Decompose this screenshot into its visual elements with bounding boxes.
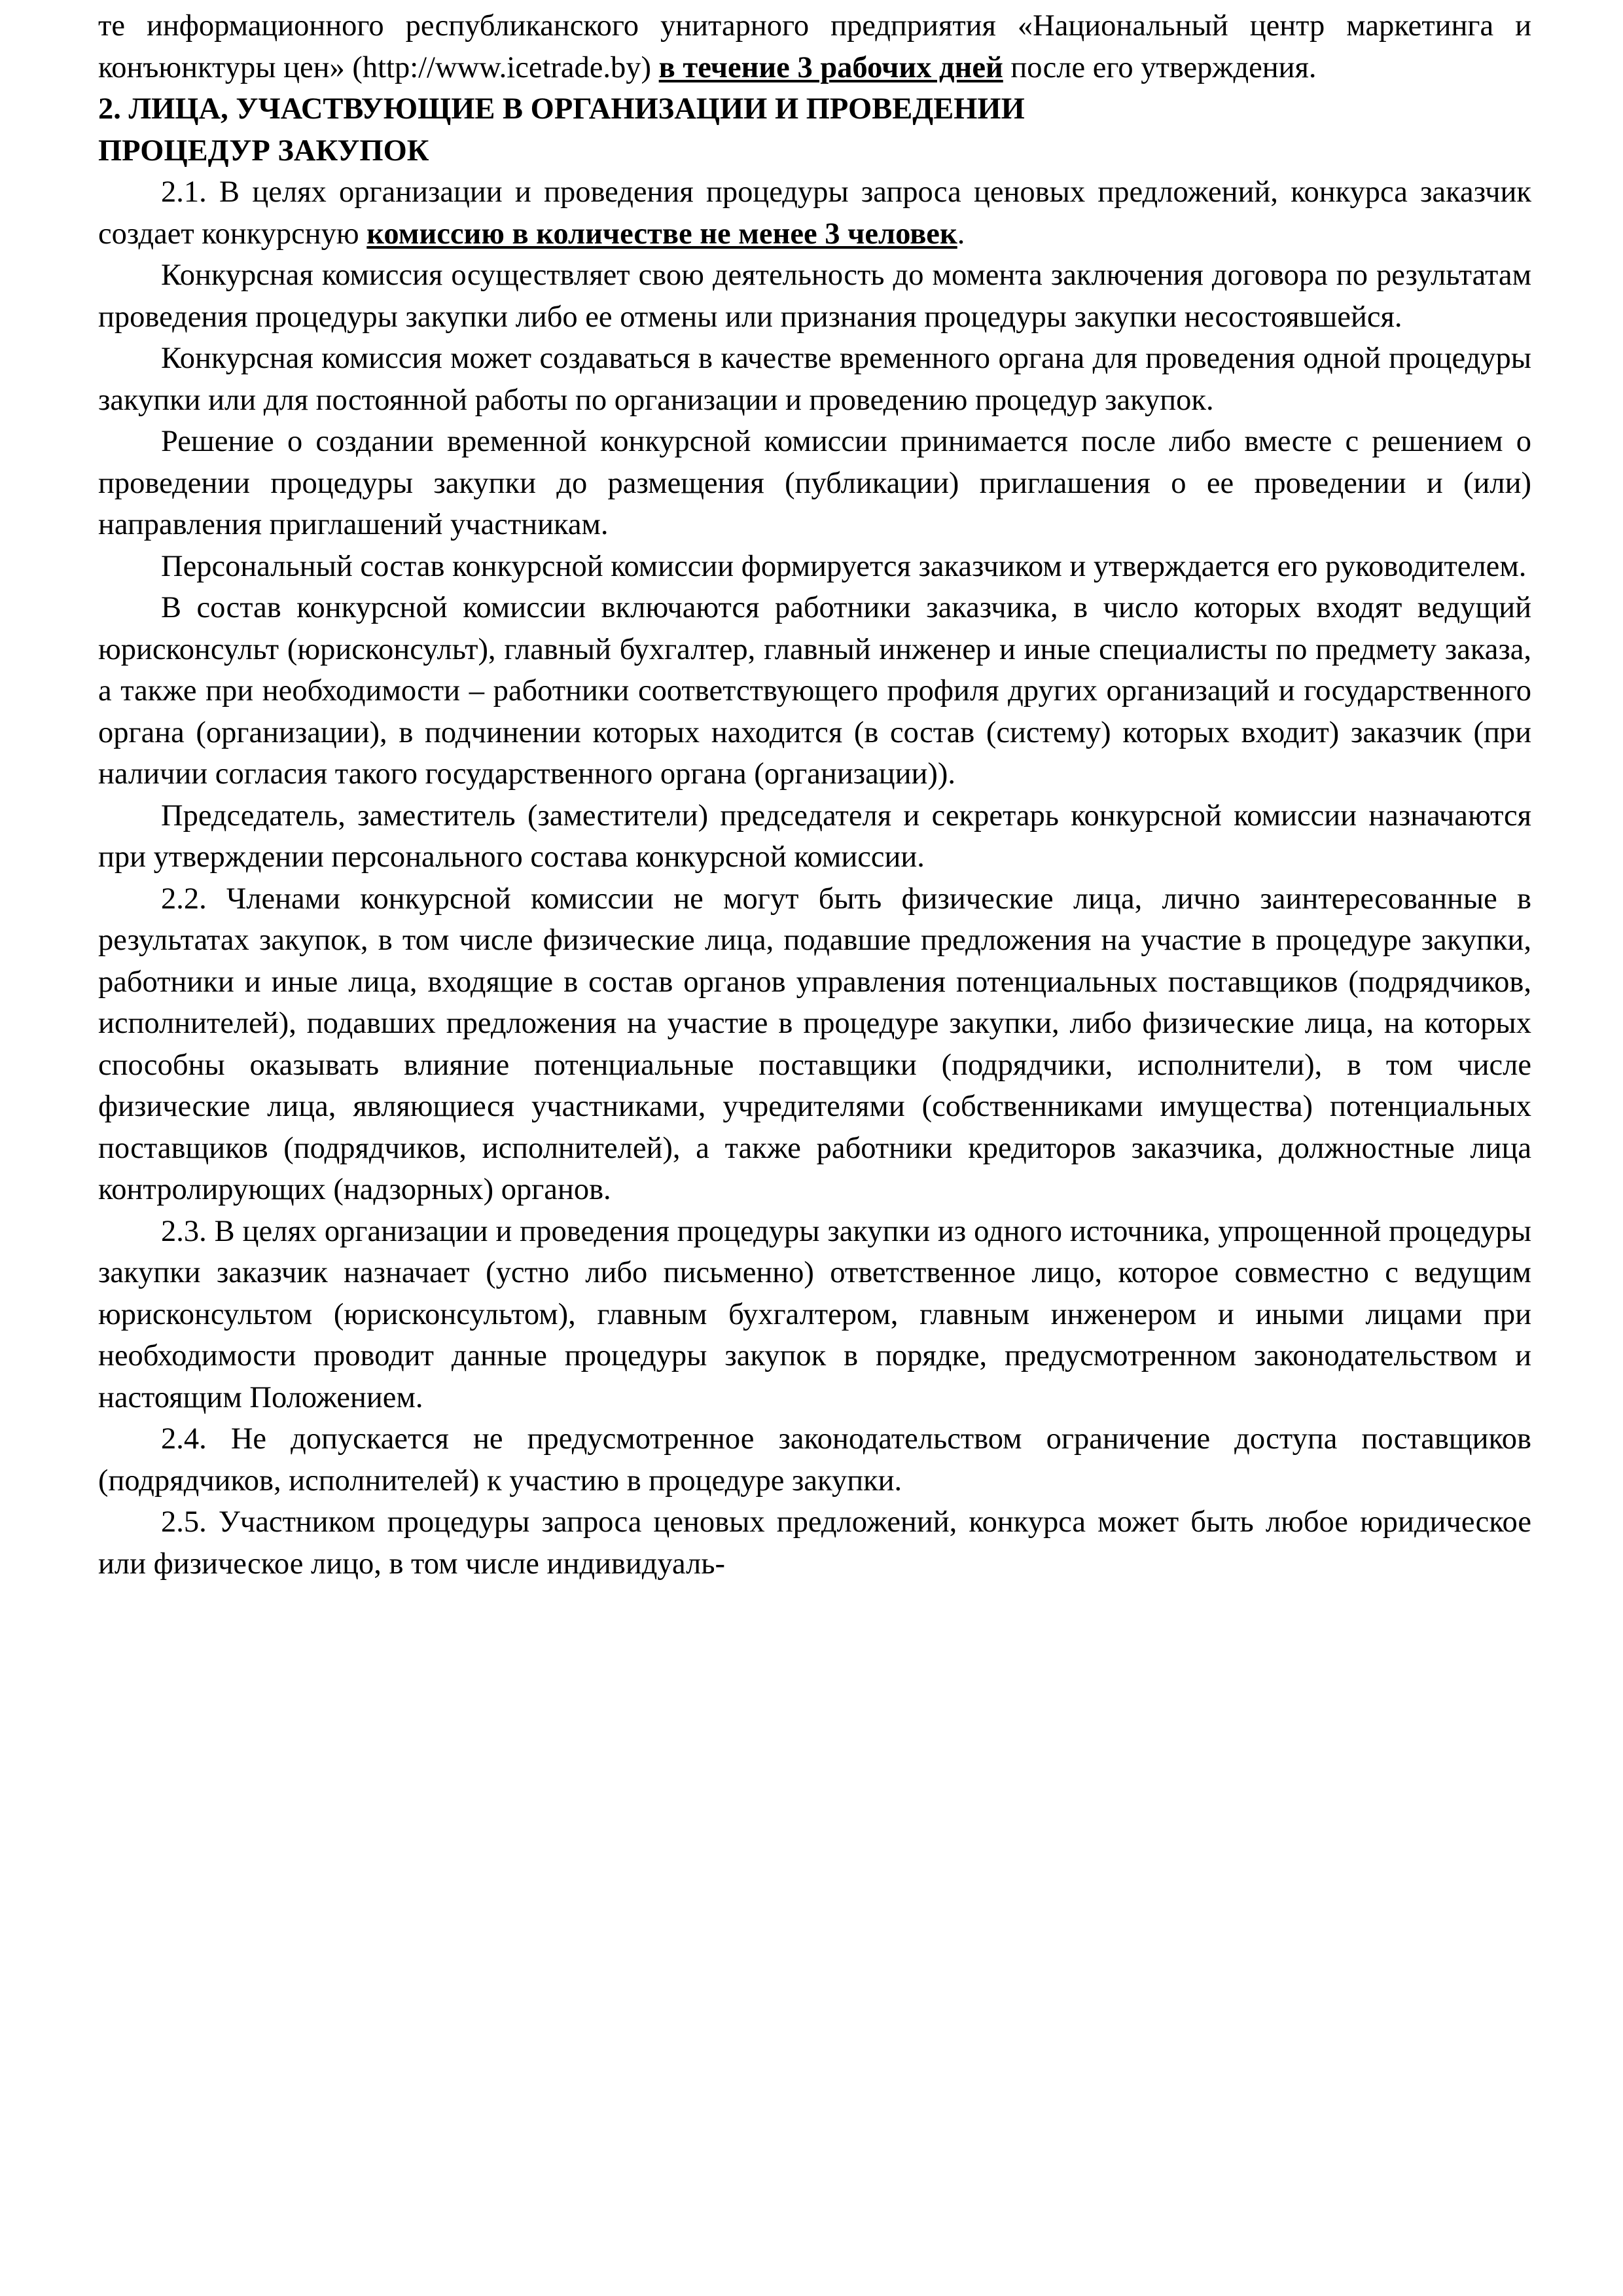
section-heading-line-1: 2. ЛИЦА, УЧАСТВУЮЩИЕ В ОРГАНИЗАЦИИ И ПРОВЕДЕНИИ [98,92,1025,126]
section-heading-line-2: ПРОЦЕДУР ЗАКУПОК [98,134,429,168]
clause-2-1-emphasis: комиссию в количестве не менее 3 человек [366,217,957,251]
clause-2-1-text-part-2: . [957,217,965,251]
clause-2-1-paragraph-2: Конкурсная комиссия осуществляет свою деятельность до момента заключения договора по результатам проведения процедуры закупки либо ее отмены или признания процедуры закупки несостоявшейся. [98,259,1531,334]
clause-2-2-paragraph-1: 2.2. Членами конкурсной комиссии не могут быть физические лица, лично заинтересованные в результатах закупок, в том числе физические лица, подавшие предложения на участие в процедуре закупки, работники и иные лица, входящие в состав органов управления потенциальных поставщиков (подрядчиков, исполнителей), подавших предложения на участие в процедуре закупки, либо физические лица, на которых способны оказывать влияние потенциальные поставщики (подрядчики, исполнители), в том числе физические лица, являющиеся участниками, учредителями (собственниками имущества) потенциальных поставщиков (подрядчиков, исполнителей), а также работники кредиторов заказчика, должностные лица контролирующих (надзорных) органов. [98,882,1531,1206]
continued-text-part-2: после его утверждения. [1003,50,1317,84]
clause-2-5-paragraph-1: 2.5. Участником процедуры запроса ценовых предложений, конкурса может быть любое юридическое или физическое лицо, в том числе индивидуаль- [98,1505,1531,1581]
clause-2-4-paragraph-1: 2.4. Не допускается не предусмотренное законодательством ограничение доступа поставщиков (подрядчиков, исполнителей) к участию в процедуре закупки. [98,1422,1531,1498]
clause-2-1-paragraph-7: Председатель, заместитель (заместители) председателя и секретарь конкурсной комиссии назначаются при утверждении персонального состава конкурсной комиссии. [98,798,1531,874]
continued-text-emphasis: в течение 3 рабочих дней [658,50,1003,84]
clause-2-1-paragraph-5: Персональный состав конкурсной комиссии формируется заказчиком и утверждается его руководителем. [161,549,1527,583]
clause-2-1-paragraph-4: Решение о создании временной конкурсной комиссии принимается после либо вместе с решением о проведении процедуры закупки до размещения (публикации) приглашения о ее проведении и (или) направления приглашений участникам. [98,425,1531,541]
document-body [98,5,1531,1585]
clause-2-3-paragraph-1: 2.3. В целях организации и проведения процедуры закупки из одного источника, упрощенной процедуры закупки заказчик назначает (устно либо письменно) ответственное лицо, которое совместно с ведущим юрисконсультом (юрисконсультом), главным бухгалтером, главным инженером и иными лицами при необходимости проводит данные процедуры закупок в порядке, предусмотренном законодательством и настоящим Положением. [98,1214,1531,1414]
clause-2-1-text-part-1: 2.1. В целях организации и проведения процедуры запроса ценовых предложений, конкурса заказчик создает конкурсную [98,175,1531,251]
clause-2-1-paragraph-3: Конкурсная комиссия может создаваться в качестве временного органа для проведения одной процедуры закупки или для постоянной работы по организации и проведению процедур закупок. [98,342,1531,417]
clause-2-1-paragraph-1 [98,171,1531,255]
clause-2-1-paragraph-6: В состав конкурсной комиссии включаются работники заказчика, в число которых входят ведущий юрисконсульт (юрисконсульт), главный бухгалтер, главный инженер и иные специалисты по предмету заказа, а также при необходимости – работники соответствующего профиля других организаций и государственного органа (организации), в подчинении которых находится (в состав (систему) которых входит) заказчик (при наличии согласия такого государственного органа (организации)). [98,591,1531,791]
continued-text-part-1: те информационного республиканского унитарного предприятия «Национальный центр маркетинга и конъюнктуры цен» (http://www.icetrade.by) [98,9,1531,84]
section-heading [98,88,1531,171]
continued-paragraph [98,5,1531,88]
